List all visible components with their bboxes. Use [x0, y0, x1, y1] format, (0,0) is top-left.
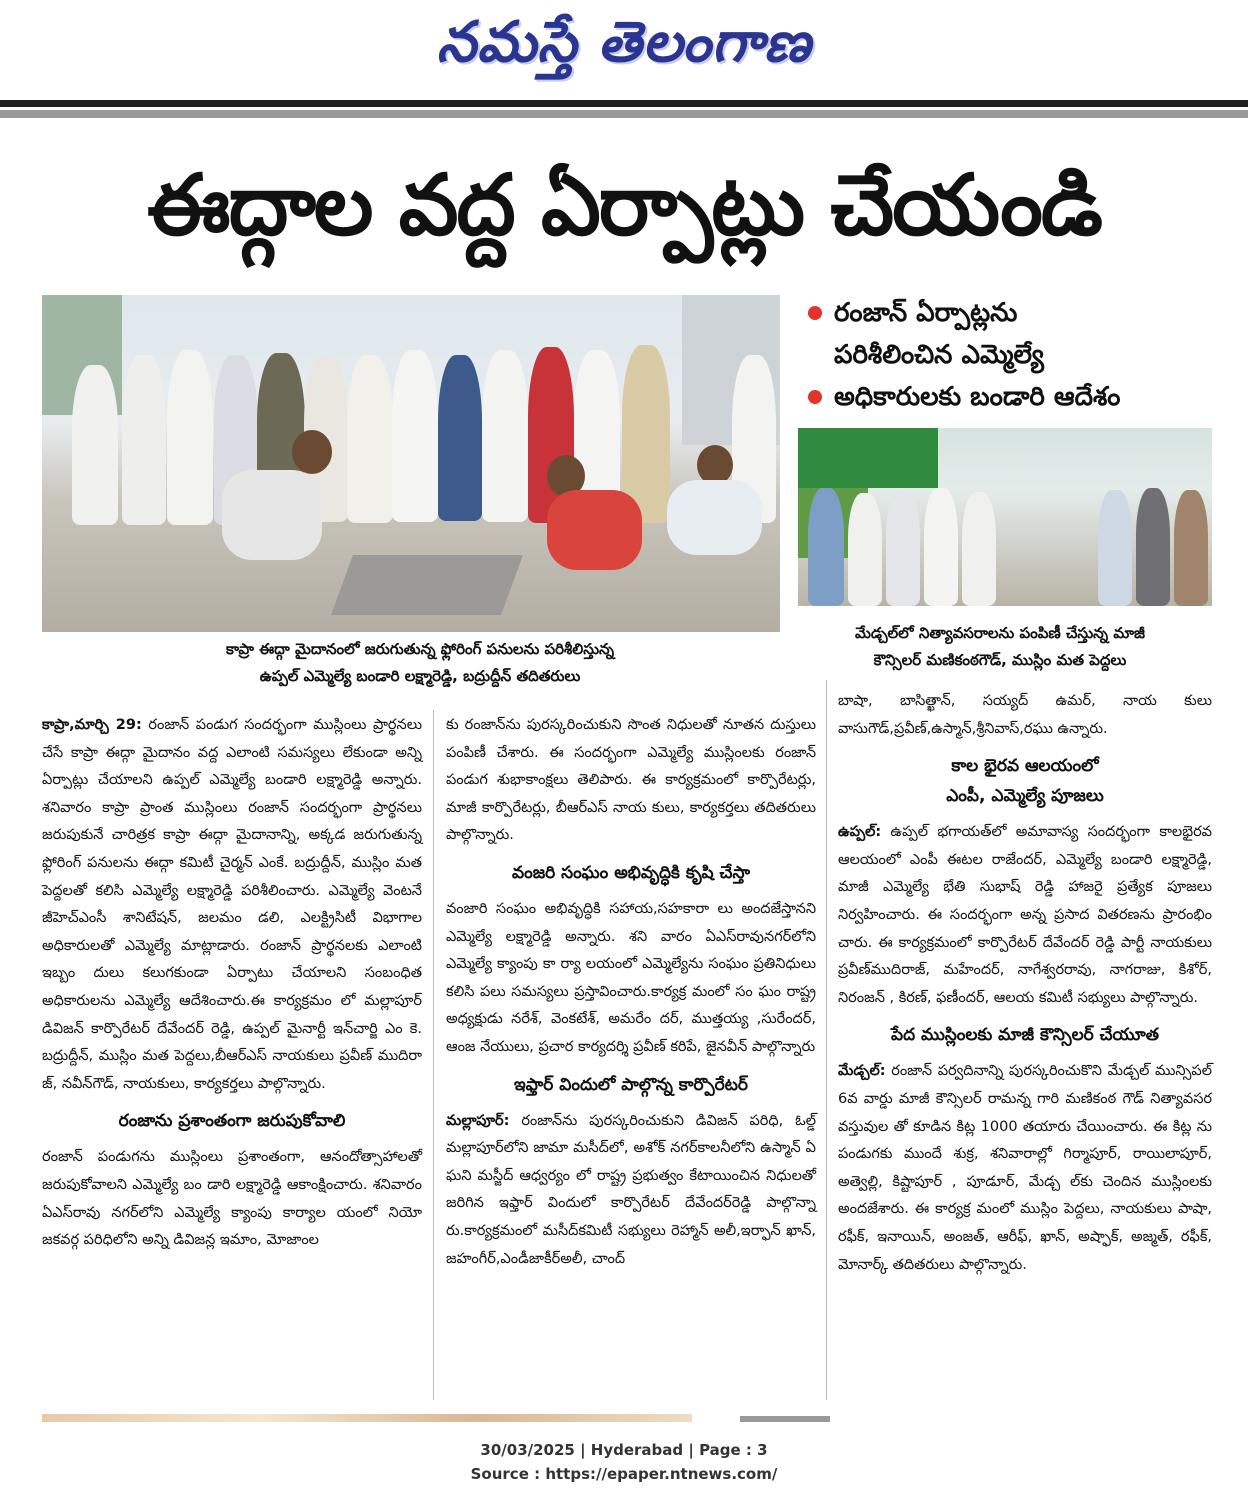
subheading: రంజాను ప్రశాంతంగా జరుపుకోవాలి — [118, 1111, 346, 1132]
floor-slab — [331, 555, 523, 615]
column-divider — [826, 680, 827, 1400]
person-figure — [1174, 490, 1208, 606]
subheading: కాల భైరవ ఆలయంలో — [951, 756, 1099, 777]
paragraph-text: రంజాన్‌ను పురస్కరించుకుని డివిజన్ పరిధి, ఓల్డ్ మల్లాపూర్‌లోని జామా మసీద్‌లో, అశోక్ నగర్‌కాలనీలోని ఉస్మాన్ ఏ ఘని మస్జీద్ ఆధ్వర్యం లో రాష్ట్ర ప్రభుత్వం కేటాయించిన నిధులతో జరిగిన ఇఫ్తార్ విందులో కార్పొరేటర్ దేవేందర్‌రెడ్డి పాల్గొన్నా రు.కార్యక్రమంలో మసీద్‌కమిటీ సభ్యులు రెహ్మాన్ అలీ,ఇర్ఫాన్ ఖాన్, జహంగీర్,ఎండీజాకీర్‌అలీ, చాంద్ — [446, 1112, 816, 1267]
subheading: ఇఫ్తార్ విందులో పాల్గొన్న కార్పొరేటర్ — [514, 1074, 748, 1095]
article-column-3 — [838, 688, 1212, 1279]
column-divider — [433, 710, 434, 1400]
bullet-item — [808, 292, 1218, 334]
subheading: ఎంపీ, ఎమ్మెల్యే పూజలు — [946, 786, 1104, 807]
person-figure — [482, 350, 528, 522]
article-paragraph — [446, 1108, 816, 1274]
caption-line: మేడ్చల్‌లో నిత్యావసరాలను పంపిణీ చేస్తున్న మాజీ — [855, 624, 1145, 642]
masthead-rule — [0, 100, 1248, 118]
bullet-item — [808, 376, 1218, 418]
person-figure — [808, 488, 844, 606]
masthead — [0, 0, 1248, 100]
person-figure — [72, 365, 118, 525]
article-paragraph — [838, 819, 1212, 1012]
source-link[interactable]: Source : https://epaper.ntnews.com/ — [470, 1465, 778, 1483]
dateline: కాప్రా,మార్చి 29: — [42, 717, 142, 733]
subheading: వంజరి సంఘం అభివృద్ధికి కృషి చేస్తా — [512, 862, 750, 883]
caption-line: ఉప్పల్ ఎమ్మెల్యే బండారి లక్ష్మారెడ్డి, బద్రుద్దీన్ తదితరులు — [259, 667, 581, 685]
worker-figure — [667, 480, 762, 555]
person-figure — [848, 493, 882, 606]
newspaper-logo: నమస్తే తెలంగాణ — [436, 10, 812, 75]
worker-figure — [292, 430, 332, 474]
article-paragraph: కు రంజాన్‌ను పురస్కరించుకుని సొంత నిధులతో నూతన దుస్తులు పంపిణీ చేశారు. ఈ సందర్భంగా ఎమ్మెల్యే ముస్లింలకు రంజాన్ పండుగ శుభాకాంక్షలు తెలిపారు. ఈ కార్యక్రమంలో కార్పొరేటర్లు, మాజీ కార్పొరేటర్లు, బీఆర్‌ఎస్ నాయ కులు, కార్యకర్తలు తదితరులు పాల్గొన్నారు. — [446, 717, 816, 844]
person-figure — [347, 355, 393, 523]
worker-figure — [222, 470, 322, 560]
article-column-2 — [446, 712, 816, 1273]
next-article-edge — [42, 1414, 692, 1422]
person-figure — [962, 492, 996, 606]
paragraph-text: ఉప్పల్ భగాయత్‌లో అమావాస్య సందర్భంగా కాలభైరవ ఆలయంలో ఎంపీ ఈటల రాజేందర్, ఎమ్మెల్యే బండారి లక్ష్మారెడ్డి, మాజీ ఎమ్మెల్యే భేతి సుభాష్ రెడ్డి హాజరై ప్రత్యేక పూజలు నిర్వహించారు. ఈ సందర్భంగా అన్న ప్రసాద వితరణను ప్రారంభిం చారు. ఈ కార్యక్రమంలో కార్పొరేటర్ దేవేందర్ రెడ్డి పార్టీ నాయకులు ప్రవీణ్‌ముదిరాజ్, మహేందర్, నాగేశ్వరరావు, నాగరాజు, కిశోర్, నిరంజన్ , కిరణ్, ఫణీందర్, ఆలయ కమిటీ సభ్యులు పాల్గొన్నారు. — [838, 824, 1212, 1006]
highlight-bullets — [808, 292, 1218, 418]
caption-line: కౌన్సిలర్ మణికంఠగౌడ్, ముస్లిం మత పెద్దలు — [873, 651, 1127, 669]
bullet-text: రంజాన్ ఏర్పాట్లను — [834, 298, 1018, 328]
person-figure — [392, 350, 438, 522]
paragraph-text: రంజాన్ పర్వదినాన్ని పురస్కరించుకొని మేడ్చల్ మున్సిపల్ 6వ వార్డు మాజీ కౌన్సిలర్ రామన్న గారి మణికంఠ గౌడ్ నిత్యావసర వస్తువుల తో కూడిన కిట్ల 1000 తయారు చేయించారు. ఈ కిట్ల ను పండుగకు ముందే శుక్ర, శనివారాల్లో గిర్మాపూర్, రాయిలాపూర్, అత్వెల్లి, కిష్టాపూర్ , పూడూర్, మేడ్చ ల్‌కు చెందిన ముస్లింలకు అందజేశారు. ఈ కార్యక్ర మంలో ముస్లిం పెద్దలు, నాయకులు పాషా, రఫీక్, ఇనాయిన్, అంజత్, ఆరీఫ్, ఖాన్, అష్ఫాక్, అజ్మత్, రఫీక్, మోనార్క్ తదితరులు పాల్గొన్నారు. — [838, 1063, 1212, 1273]
person-figure — [1136, 488, 1170, 606]
dateline: మల్లాపూర్: — [446, 1112, 510, 1129]
main-photo-caption — [150, 636, 690, 690]
bullet-text: అధికారులకు బండారి ఆదేశం — [834, 382, 1121, 412]
dateline: మేడ్చల్: — [838, 1063, 886, 1080]
next-article-edge — [740, 1416, 830, 1422]
paragraph-text: రంజాన్ పండుగ సందర్భంగా ముస్లింలు ప్రార్థనలు చేసే కాప్రా ఈద్గా మైదానం వద్ద ఎలాంటి సమస్యలు లేకుండా అన్ని ఏర్పాట్లు చేయాలని ఉప్పల్ ఎమ్మెల్యే బండారి లక్ష్మారెడ్డి అన్నారు. శనివారం కాప్రా ప్రాంత ముస్లింలు రంజాన్ సందర్భంగా ప్రార్థనలు జరుపుకునే చారిత్రక కాప్రా ఈద్గా మైదానాన్ని, అక్కడ జరుగుతున్న ఫ్లోరింగ్ పనులను ఈద్గా కమిటీ చైర్మన్ ఎంకే. బద్రుద్దీన్, ముస్లిం మత పెద్దలతో కలిసి ఎమ్మెల్యే లక్ష్మారెడ్డి పరిశీలించారు. ఎమ్మెల్యే వెంటనే జీహెచ్‌ఎంసీ శానిటేషన్, జలమం డలి, ఎలక్ట్రిసిటీ విభాగాల అధికారులతో ఎమ్మెల్యే మాట్లాడారు. రంజాన్ ప్రార్థనలకు ఎలాంటి ఇబ్బం దులు కలుగకుండా ఏర్పాటు చేయాలని సంబంధిత అధికారులను ఎమ్మెల్యే ఆదేశించారు.ఈ కార్యక్రమం లో మల్లాపూర్ డివిజన్ కార్పొరేటర్ దేవేందర్ రెడ్డి, ఉప్పల్ మైనార్టీ ఇన్‌చార్జి ఎం కె. బద్రుద్దీన్, ముస్లిం మత పెద్దలు,బీఆర్‌ఎస్ నాయకులు ప్రవీణ్ ముదిరా జ్, నవీన్‌గౌడ్, నాయకులు, కార్యకర్తలు పాల్గొన్నారు. — [42, 717, 423, 1092]
article-paragraph — [838, 1058, 1212, 1279]
bullet-text: పరిశీలించిన ఎమ్మెల్యే — [834, 340, 1044, 370]
side-photo — [798, 428, 1212, 606]
side-photo-caption — [790, 620, 1210, 674]
caption-line: కాప్రా ఈద్గా మైదానంలో జరుగుతున్న ఫ్లోరింగ్ పనులను పరిశీలిస్తున్న — [225, 640, 615, 658]
subheading: పేద ముస్లింలకు మాజీ కౌన్సిలర్ చేయూత — [891, 1025, 1159, 1046]
article-paragraph: రంజాన్ పండుగను ముస్లింలు ప్రశాంతంగా, ఆనందోత్సాహాలతో జరుపుకోవాలని ఎమ్మెల్యే బం డారి లక్ష్మారెడ్డి ఆకాంక్షించారు. శనివారం ఏఎస్‌రావు నగర్‌లోని ఎమ్మెల్యే క్యాంపు కార్యాల యంలో నియో జకవర్గ పరిధిలోని అన్ని డివిజన్ల ఇమాం, మోజాంల — [42, 1149, 422, 1249]
article-paragraph: బాషా, బాసిత్ఖాన్, సయ్యద్ ఉమర్, నాయ కులు వాసుగౌడ్,ప్రవీణ్,ఉస్మాన్,శ్రీనివాస్,రఘు ఉన్నారు. — [838, 693, 1212, 737]
person-figure — [167, 350, 213, 525]
main-photo — [42, 295, 780, 632]
banner-shape — [798, 428, 938, 488]
person-figure — [122, 355, 166, 525]
page-footer — [0, 1438, 1248, 1486]
article-paragraph — [42, 712, 422, 1098]
person-figure — [1098, 490, 1132, 606]
page-headline: ఈద్గాల వద్ద ఏర్పాట్లు చేయండి — [147, 156, 1101, 254]
edition-info: 30/03/2025 | Hyderabad | Page : 3 — [480, 1441, 768, 1459]
bullet-dot-icon — [808, 306, 822, 320]
article-column-1 — [42, 712, 422, 1255]
person-figure — [924, 488, 958, 606]
person-figure — [886, 490, 920, 606]
dateline: ఉప్పల్: — [838, 824, 882, 841]
person-figure — [438, 355, 482, 521]
bullet-item-continued — [808, 334, 1218, 376]
bullet-dot-icon — [808, 390, 822, 404]
article-paragraph: వంజారి సంఘం అభివృద్ధికి సహాయ,సహకారా లు అందజేస్తానని ఎమ్మెల్యే లక్ష్మారెడ్డి అన్నారు. శని వారం ఏఎస్‌రావునగర్‌లోని ఎమ్మెల్యే క్యాంపు కా ర్యా లయంలో ఎమ్మెల్యేను సంఘం ప్రతినిధులు కలిసి పలు సమస్యలు ప్రస్తావించారు.కార్యక్ర మంలో సం ఘం రాష్ట్ర అధ్యక్షుడు నరేశ్, వెంకటేశ్, అమరేం దర్, ముత్తయ్య ,సురేందర్, ఆంజ నేయులు, ప్రచార కార్యదర్శి ప్రవీణ్ కరిపే, జైనవీన్ పాల్గొన్నారు — [446, 900, 816, 1055]
worker-figure — [547, 490, 642, 570]
worker-figure — [697, 445, 733, 485]
